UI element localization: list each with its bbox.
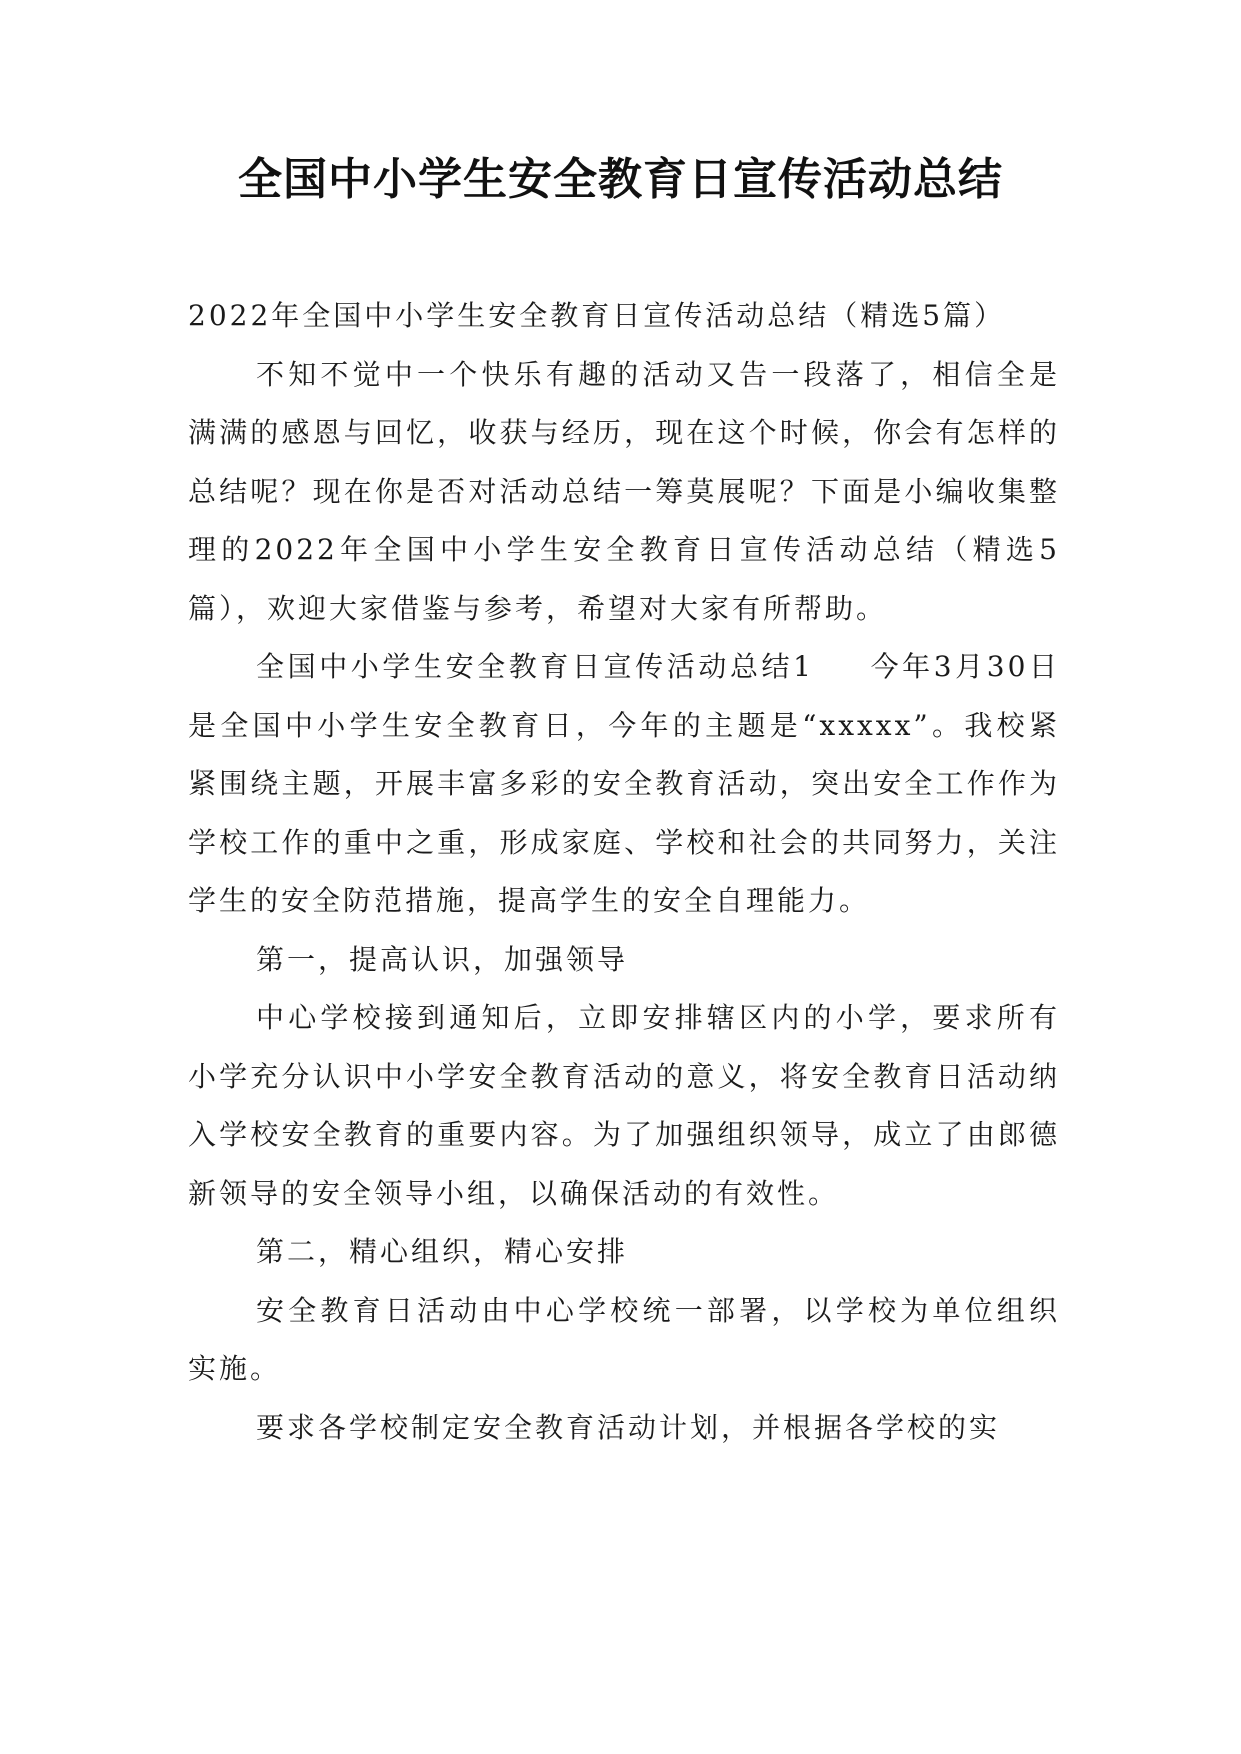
section-1-body: 今年3月30日是全国中小学生安全教育日，今年的主题是“xxxxx”。我校紧紧围绕主题，开展丰富多彩的安全教育活动，突出安全工作作为学校工作的重中之重，形成家庭、学校和社会的共同努力，关注学生的安全防范措施，提高学生的安全自理能力。 xyxy=(188,650,1060,917)
point-1-heading: 第一，提高认识，加强领导 xyxy=(256,942,629,976)
subtitle-paragraph: 2022年全国中小学生安全教育日宣传活动总结（精选5篇） xyxy=(188,299,1006,332)
section-1-heading: 全国中小学生安全教育日宣传活动总结1 xyxy=(256,650,814,683)
point-2-continuation: 要求各学校制定安全教育活动计划，并根据各学校的实 xyxy=(256,1410,1001,1444)
intro-paragraph: 不知不觉中一个快乐有趣的活动又告一段落了，相信全是满满的感恩与回忆，收获与经历，现在这个时候，你会有怎样的总结呢？现在你是否对活动总结一筹莫展呢？下面是小编收集整理的2022年全国中小学生安全教育日宣传活动总结（精选5篇），欢迎大家借鉴与参考，希望对大家有所帮助。 xyxy=(188,357,1060,625)
document-body xyxy=(188,287,1060,1457)
point-2-heading: 第二，精心组织，精心安排 xyxy=(256,1235,629,1268)
document-title: 全国中小学生安全教育日宣传活动总结 xyxy=(238,154,1003,205)
section-1-paragraph xyxy=(188,638,1060,931)
point-2-paragraph: 安全教育日活动由中心学校统一部署，以学校为单位组织实施。 xyxy=(188,1293,1060,1385)
point-1-paragraph: 中心学校接到通知后，立即安排辖区内的小学，要求所有小学充分认识中小学安全教育活动的意义，将安全教育日活动纳入学校安全教育的重要内容。为了加强组织领导，成立了由郎德新领导的安全领导小组，以确保活动的有效性。 xyxy=(188,1001,1060,1210)
